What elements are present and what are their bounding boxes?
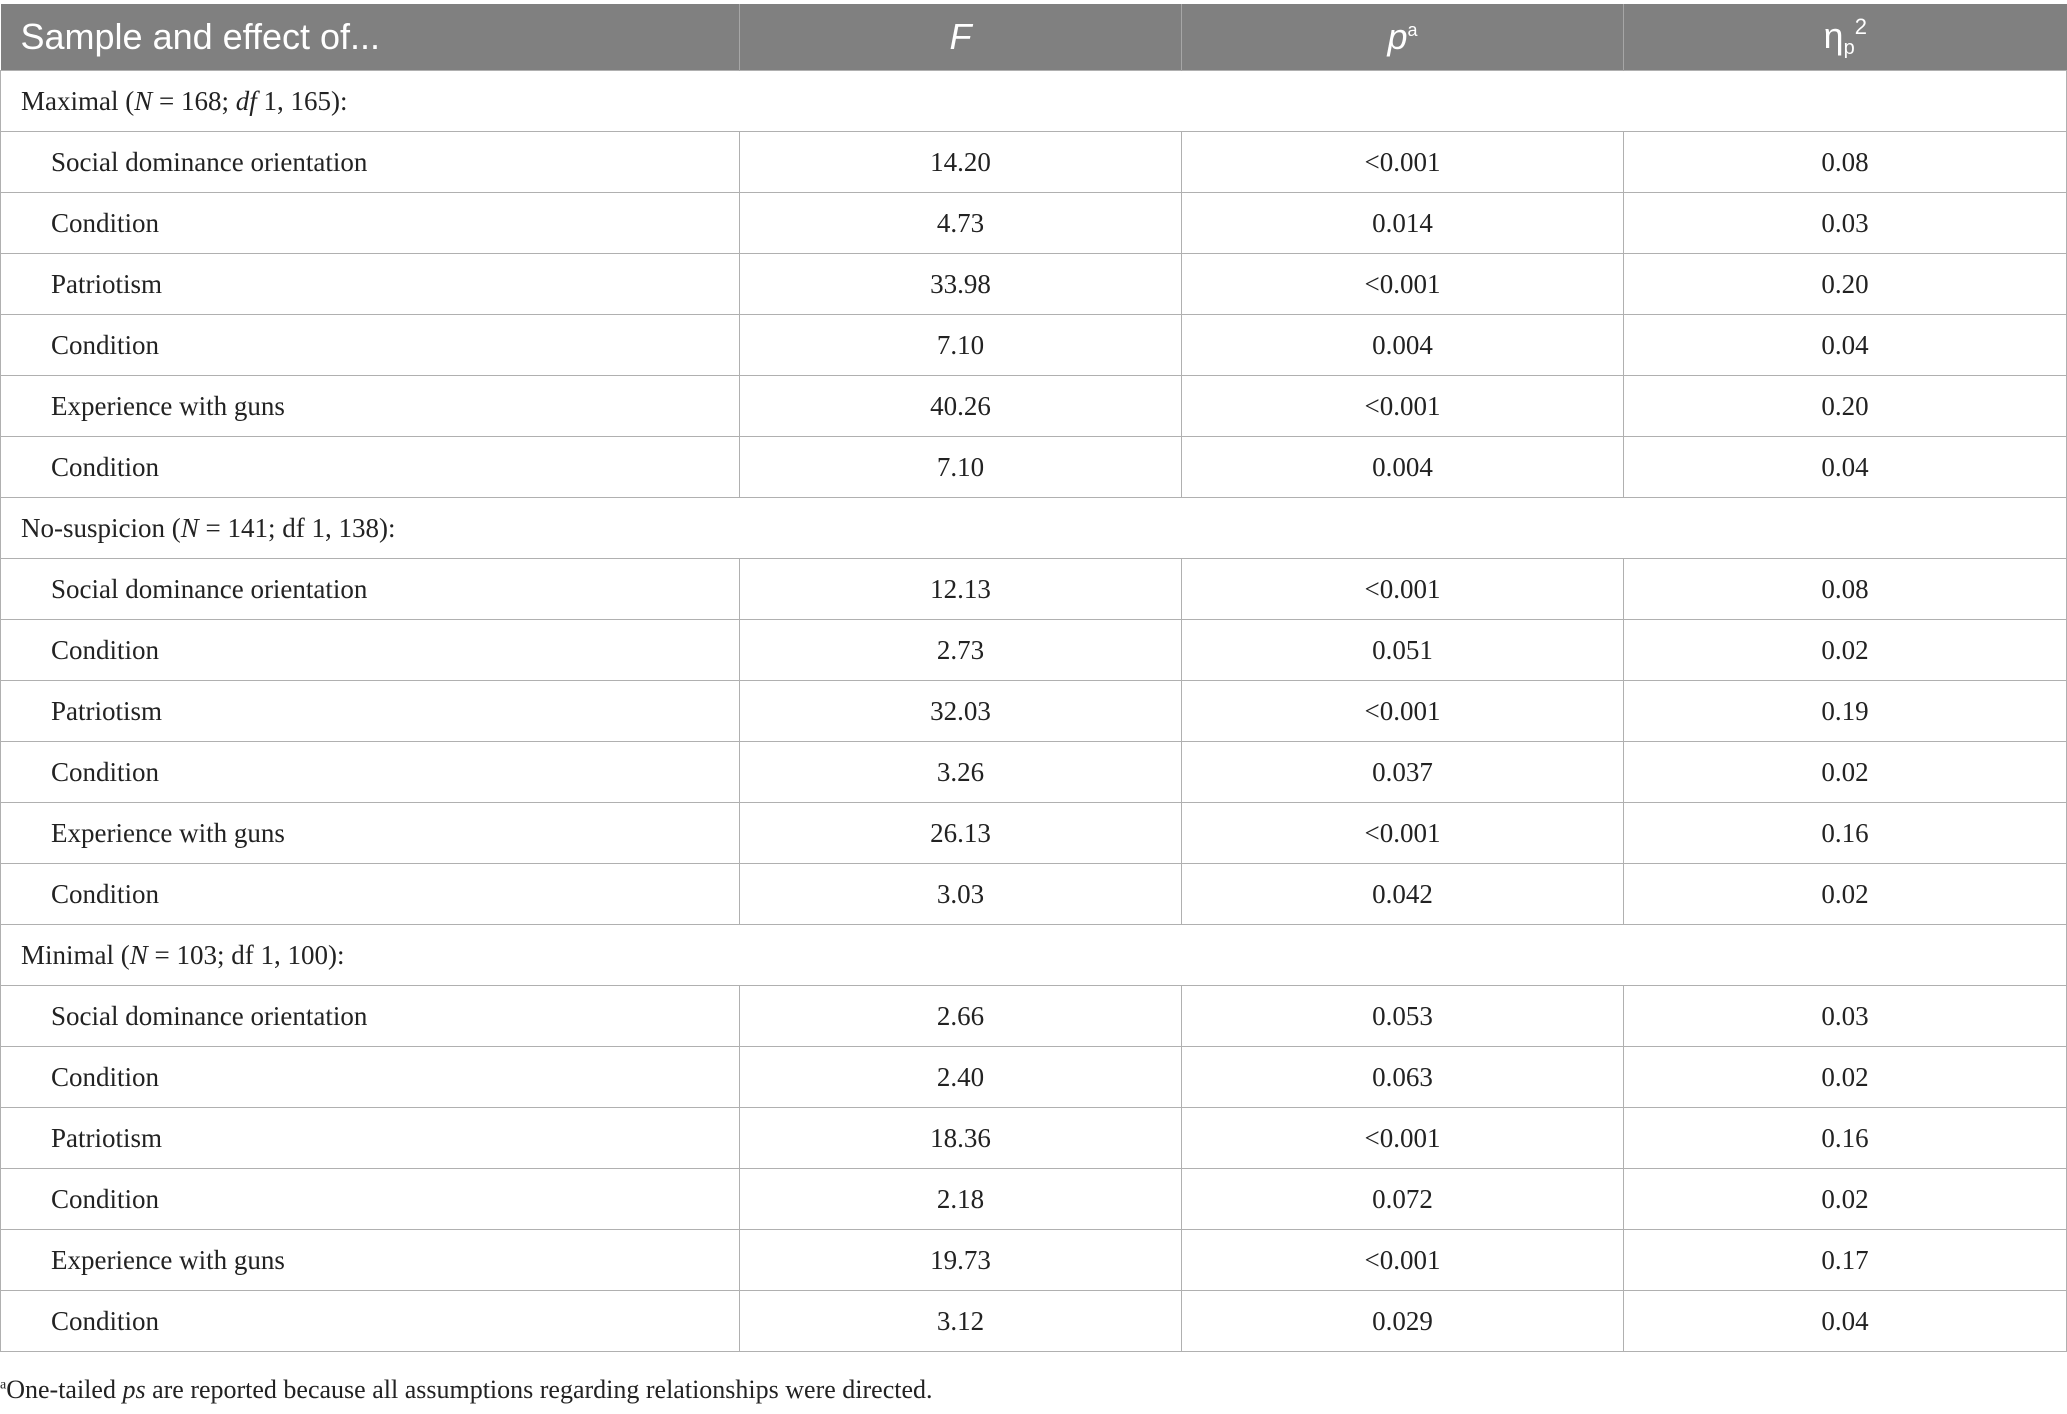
cell-eta: 0.08 — [1624, 559, 2067, 620]
cell-eta: 0.02 — [1624, 864, 2067, 925]
cell-p: 0.037 — [1182, 742, 1624, 803]
cell-f: 7.10 — [740, 437, 1182, 498]
cell-p: <0.001 — [1182, 254, 1624, 315]
row-label: Experience with guns — [1, 803, 740, 864]
group-n-text: = 168; — [152, 85, 236, 116]
cell-eta: 0.16 — [1624, 803, 2067, 864]
group-row — [1, 71, 2067, 132]
row-label: Condition — [1, 193, 740, 254]
row-label: Social dominance orientation — [1, 986, 740, 1047]
cell-f: 26.13 — [740, 803, 1182, 864]
group-n-label: N — [180, 512, 199, 543]
cell-eta: 0.20 — [1624, 376, 2067, 437]
cell-f: 18.36 — [740, 1108, 1182, 1169]
cell-p: <0.001 — [1182, 376, 1624, 437]
cell-f: 19.73 — [740, 1230, 1182, 1291]
cell-p: <0.001 — [1182, 803, 1624, 864]
cell-f: 2.73 — [740, 620, 1182, 681]
group-row — [1, 498, 2067, 559]
footnote-text-before: One-tailed — [6, 1375, 123, 1404]
row-label: Patriotism — [1, 254, 740, 315]
cell-f: 2.66 — [740, 986, 1182, 1047]
cell-f: 4.73 — [740, 193, 1182, 254]
cell-eta: 0.04 — [1624, 1291, 2067, 1352]
table-footnote — [0, 1375, 933, 1405]
group-name: Minimal — [21, 939, 114, 970]
group-row — [1, 925, 2067, 986]
group-name: No-suspicion — [21, 512, 165, 543]
cell-f: 2.40 — [740, 1047, 1182, 1108]
row-label: Social dominance orientation — [1, 559, 740, 620]
header-sample-effect: Sample and effect of... — [1, 4, 740, 71]
cell-p: 0.072 — [1182, 1169, 1624, 1230]
cell-p: 0.014 — [1182, 193, 1624, 254]
table-row — [1, 437, 2067, 498]
cell-eta: 0.08 — [1624, 132, 2067, 193]
results-table-container — [0, 4, 2066, 1352]
footnote-marker: a — [0, 1377, 7, 1393]
cell-f: 3.12 — [740, 1291, 1182, 1352]
cell-eta: 0.02 — [1624, 1047, 2067, 1108]
cell-f: 33.98 — [740, 254, 1182, 315]
row-label: Experience with guns — [1, 1230, 740, 1291]
cell-eta: 0.02 — [1624, 620, 2067, 681]
table-row — [1, 620, 2067, 681]
table-row — [1, 1108, 2067, 1169]
header-p-label: p — [1387, 16, 1408, 57]
table-row — [1, 681, 2067, 742]
cell-p: 0.004 — [1182, 437, 1624, 498]
table-row — [1, 193, 2067, 254]
group-name: Maximal — [21, 85, 119, 116]
row-label: Experience with guns — [1, 376, 740, 437]
cell-p: 0.029 — [1182, 1291, 1624, 1352]
cell-eta: 0.19 — [1624, 681, 2067, 742]
table-row — [1, 742, 2067, 803]
table-row — [1, 1230, 2067, 1291]
cell-p: 0.051 — [1182, 620, 1624, 681]
group-n-label: N — [129, 939, 148, 970]
group-n-text: = 103; df 1, 100): — [147, 939, 345, 970]
cell-eta: 0.02 — [1624, 742, 2067, 803]
row-label: Condition — [1, 315, 740, 376]
table-body — [1, 71, 2067, 1352]
results-table — [0, 4, 2067, 1352]
group-label: Minimal (N = 103; df 1, 100): — [1, 925, 2067, 986]
header-eta-symbol: η — [1823, 15, 1844, 56]
row-label: Condition — [1, 1047, 740, 1108]
group-n-text: = 141; df 1, 138): — [198, 512, 396, 543]
cell-p: <0.001 — [1182, 132, 1624, 193]
cell-f: 12.13 — [740, 559, 1182, 620]
table-row — [1, 315, 2067, 376]
cell-eta: 0.03 — [1624, 193, 2067, 254]
header-p — [1182, 4, 1624, 71]
cell-eta: 0.20 — [1624, 254, 2067, 315]
table-row — [1, 864, 2067, 925]
cell-eta: 0.17 — [1624, 1230, 2067, 1291]
cell-p: 0.053 — [1182, 986, 1624, 1047]
cell-p: <0.001 — [1182, 1108, 1624, 1169]
cell-f: 14.20 — [740, 132, 1182, 193]
cell-f: 7.10 — [740, 315, 1182, 376]
cell-f: 3.26 — [740, 742, 1182, 803]
header-eta-squared — [1624, 4, 2067, 71]
group-n-label: N — [134, 85, 153, 116]
table-row — [1, 986, 2067, 1047]
row-label: Patriotism — [1, 681, 740, 742]
row-label: Condition — [1, 1169, 740, 1230]
row-label: Patriotism — [1, 1108, 740, 1169]
footnote-text-after: are reported because all assumptions regarding relationships were directed. — [145, 1375, 933, 1404]
header-row — [1, 4, 2067, 71]
footnote-text-italic: ps — [122, 1375, 146, 1404]
header-p-footnote-marker: a — [1407, 20, 1418, 40]
cell-eta: 0.02 — [1624, 1169, 2067, 1230]
cell-f: 3.03 — [740, 864, 1182, 925]
row-label: Condition — [1, 1291, 740, 1352]
row-label: Condition — [1, 437, 740, 498]
header-eta-superscript: 2 — [1854, 14, 1867, 39]
header-f-label: F — [949, 16, 972, 57]
row-label: Social dominance orientation — [1, 132, 740, 193]
row-label: Condition — [1, 742, 740, 803]
cell-f: 40.26 — [740, 376, 1182, 437]
cell-p: 0.063 — [1182, 1047, 1624, 1108]
cell-p: <0.001 — [1182, 1230, 1624, 1291]
cell-p: <0.001 — [1182, 559, 1624, 620]
cell-f: 2.18 — [740, 1169, 1182, 1230]
cell-eta: 0.04 — [1624, 315, 2067, 376]
header-eta-subscript: p — [1843, 37, 1855, 59]
table-row — [1, 254, 2067, 315]
table-row — [1, 1047, 2067, 1108]
cell-p: 0.042 — [1182, 864, 1624, 925]
group-label: Maximal (N = 168; df 1, 165): — [1, 71, 2067, 132]
table-row — [1, 803, 2067, 864]
table-header — [1, 4, 2067, 71]
cell-f: 32.03 — [740, 681, 1182, 742]
group-df-text: 1, 165): — [256, 85, 348, 116]
cell-eta: 0.04 — [1624, 437, 2067, 498]
table-row — [1, 1169, 2067, 1230]
cell-p: <0.001 — [1182, 681, 1624, 742]
table-row — [1, 559, 2067, 620]
row-label: Condition — [1, 620, 740, 681]
cell-eta: 0.03 — [1624, 986, 2067, 1047]
table-row — [1, 132, 2067, 193]
group-label: No-suspicion (N = 141; df 1, 138): — [1, 498, 2067, 559]
table-row — [1, 376, 2067, 437]
row-label: Condition — [1, 864, 740, 925]
group-df-label: df — [235, 85, 257, 116]
cell-eta: 0.16 — [1624, 1108, 2067, 1169]
table-row — [1, 1291, 2067, 1352]
cell-p: 0.004 — [1182, 315, 1624, 376]
header-f — [740, 4, 1182, 71]
